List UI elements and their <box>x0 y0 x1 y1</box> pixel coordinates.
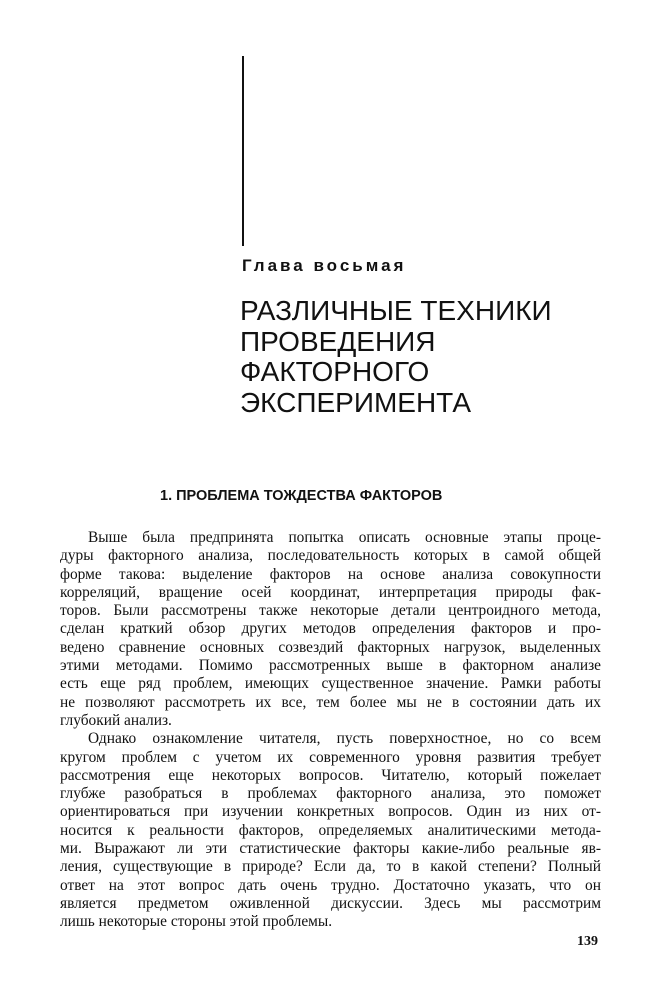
chapter-title <box>240 296 620 418</box>
paragraph-1 <box>60 529 601 730</box>
chapter-label: Глава восьмая <box>242 256 407 275</box>
text-line: рассмотрения еще некоторых вопросов. Читателю, который пожелает <box>60 766 601 784</box>
page-number: 139 <box>577 934 598 949</box>
text-line: ответ на этот вопрос дать очень трудно. Достаточно указать, что он <box>60 876 601 894</box>
text-line: глубокий анализ. <box>60 711 172 729</box>
chapter-title-line: ФАКТОРНОГО <box>240 356 430 387</box>
chapter-title-line: ПРОВЕДЕНИЯ <box>240 325 436 357</box>
text-line: лишь некоторые стороны этой проблемы. <box>60 913 333 931</box>
text-line: ориентироваться при изучении конкретных вопросов. Один из них от- <box>60 803 601 821</box>
decorative-vertical-rule <box>242 56 244 246</box>
text-line: кругом проблем с учетом их современного уровня развития требует <box>60 748 601 766</box>
body-text <box>60 529 601 932</box>
text-line: сделан краткий обзор других методов определения факторов и про- <box>60 620 601 638</box>
text-line: носится к реальности факторов, определяемых аналитическими метода- <box>60 821 601 839</box>
chapter-title-line: РАЗЛИЧНЫЕ ТЕХНИКИ <box>240 295 552 326</box>
chapter-title-line: ЭКСПЕРИМЕНТА <box>240 386 472 418</box>
section-heading: 1. ПРОБЛЕМА ТОЖДЕСТВА ФАКТОРОВ <box>160 488 443 504</box>
text-line: ми. Выражают ли эти статистические факторы какие-либо реальные яв- <box>60 840 601 858</box>
text-line: не позволяют рассмотреть их все, тем более мы не в состоянии дать их <box>60 693 601 711</box>
text-line: корреляций, вращение осей координат, интерпретация природы фак- <box>60 583 601 601</box>
text-line: Однако ознакомление читателя, пусть поверхностное, но со всем <box>88 730 601 748</box>
text-line: является предметом оживленной дискуссии. Здесь мы рассмотрим <box>60 894 601 912</box>
text-line: ления, существующие в природе? Если да, то в какой степени? Полный <box>60 858 601 876</box>
paragraph-2 <box>60 730 601 931</box>
text-line: торов. Были рассмотрены также некоторые детали центроидного метода, <box>60 602 601 620</box>
text-line: есть еще ряд проблем, имеющих существенное значение. Рамки работы <box>60 675 601 693</box>
text-line: Выше была предпринята попытка описать основные этапы проце- <box>88 529 601 546</box>
text-line: дуры факторного анализа, последовательность которых в самой общей <box>60 547 601 565</box>
text-line: ведено сравнение основных созвездий факторных нагрузок, выделенных <box>60 638 601 656</box>
text-line: глубже разобраться в проблемах факторного анализа, это поможет <box>60 785 601 803</box>
text-line: форме такова: выделение факторов на основе анализа совокупности <box>60 565 601 583</box>
text-line: этими методами. Помимо рассмотренных выше в факторном анализе <box>60 657 601 675</box>
